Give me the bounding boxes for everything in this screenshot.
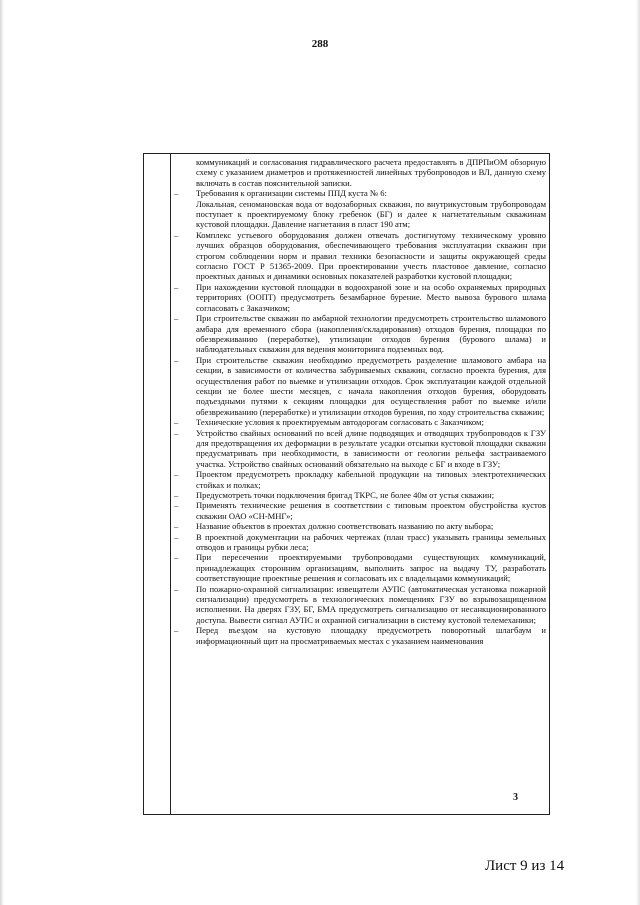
dash-bullet: – <box>174 583 179 594</box>
list-item-text: Предусмотреть точки подключения бригад ТКРС, не более 40м от устья скважин; <box>196 490 495 500</box>
requirements-list <box>173 157 546 646</box>
list-item-text: Устройство свайных оснований по всей длине подводящих и отводящих трубопроводов к ГЗУ для предотвращения их деформации в результате усадки отсыпки кустовой площадки скважин предусматривать при необходимости, в зависимости от геологии рельефа застраиваемого участка. Устройство свайных оснований обязательно на выходе с БГ и входе в ГЗУ; <box>196 427 546 469</box>
list-item-text: Перед въездом на кустовую площадку предусмотреть поворотный шлагбаум и информационный щит на просматриваемых местах с указанием наименования <box>196 625 546 646</box>
list-item-text: коммуникаций и согласования гидравлического расчета предоставлять в ДПРПиОМ обзорную схему с указанием диаметров и протяженностей линейных трубопроводов и ВЛ, данную схему включать в состав пояснительной записки. <box>196 157 546 188</box>
dash-bullet: – <box>174 313 179 324</box>
dash-bullet: – <box>174 417 179 428</box>
dash-bullet: – <box>174 521 179 532</box>
list-item <box>173 521 546 531</box>
list-item-subtext: Локальная, сеномановская вода от водозаборных скважин, по внутрикустовым трубопроводам поступает к проектируемому блоку гребенок (БГ) и далее к нагнетательным скважинам кустовой площадки. Давление нагнетания в пласт 190 атм; <box>196 198 546 230</box>
list-item-text: Проектом предусмотреть прокладку кабельной продукции на типовых электротехнических стойках и полках; <box>196 469 546 490</box>
list-item-text: По пожарно-охранной сигнализации: извещатели АУПС (автоматическая установка пожарной сигнализации) предусмотреть в технологических помещениях ГЗУ во взрывозащищенном исполнении. На дверях ГЗУ, БГ, БМА предусмотреть сигнализацию от несанкционированного доступа. Вывести сигнал АУПС и охранной сигнализации в систему кустовой телемеханики; <box>196 583 546 625</box>
dash-bullet: – <box>174 188 179 199</box>
list-item <box>173 500 546 521</box>
list-item <box>173 552 546 583</box>
dash-bullet: – <box>174 281 179 292</box>
list-item <box>173 230 546 282</box>
dash-bullet: – <box>174 469 179 480</box>
list-item-text: При строительстве скважин по амбарной технологии предусмотреть строительство шламового амбара для временного сбора (накопления/складирования) отходов бурения, площадки по обезвреживанию (переработке), утилизации отходов бурения (бурового шлама) и наблюдательных скважин для ведения мониторинга подземных вод. <box>196 313 546 355</box>
dash-bullet: – <box>174 625 179 636</box>
list-item <box>173 490 546 500</box>
dash-bullet: – <box>174 427 179 438</box>
dash-bullet: – <box>174 531 179 542</box>
list-item-continuation <box>173 157 546 188</box>
list-item-text: При нахождении кустовой площадки в водоохраной зоне и на особо охраняемых природных территориях (ООПТ) предусмотреть безамбарное бурение. Место вывоза бурового шлама согласовать с Заказчиком; <box>196 281 546 313</box>
list-item-text: В проектной документации на рабочих чертежах (план трасс) указывать границы земельных отводов и границы рубки леса; <box>196 531 546 553</box>
list-item-text: При пересечении проектируемыми трубопроводами существующих коммуникаций, принадлежащих сторонним организациям, выполнить запрос на выдачу ТУ, разработать соответствующие проектные решения и согласовать их с владельцами коммуникаций; <box>196 552 546 584</box>
dash-bullet: – <box>174 552 179 563</box>
list-item <box>173 313 546 355</box>
dash-bullet: – <box>174 354 179 365</box>
list-item-text: Комплекс устьевого оборудования должен отвечать достигнутому техническому уровню лучших образцов оборудования, обеспечивающего требования эксплуатации скважин при строгом соблюдении норм и правил техники безопасности и защиты окружающей среды согласно ГОСТ Р 51365-2009. При проектировании учесть пластовое давление, согласно проектных данных и динамики основных показателей разработки кустовой площадки; <box>196 229 546 282</box>
sheet-label: Лист 9 из 14 <box>485 858 565 874</box>
table-column-divider <box>170 153 171 815</box>
list-item-text: Технические условия к проектируемым автодорогам согласовать с Заказчиком; <box>196 417 484 428</box>
list-item <box>173 355 546 417</box>
page-number: 288 <box>311 38 329 50</box>
list-item <box>173 282 546 313</box>
scan-edge-right <box>636 0 640 905</box>
list-item-text: При строительстве скважин необходимо предусмотреть разделение шламового амбара на секции, в зависимости от количества забуриваемых скважин, согласно проекта бурения, для осуществления работ по выемке и утилизации отходов. Срок эксплуатации каждой отдельной секции не более шести месяцев, с начала накопления отходов бурения, оборудовать подъездными путями к секциям площадки для осуществления работ по выемке и/или обезвреживанию (переработке) и утилизации отходов бурения, по ходу строительства скважин; <box>196 354 546 417</box>
dash-bullet: – <box>174 490 179 500</box>
list-item <box>173 188 546 230</box>
list-item <box>173 469 546 490</box>
scan-edge-left <box>0 0 4 905</box>
list-item-text: Применять технические решения в соответствии с типовым проектом обустройства кустов скважин ОАО «СН-МНГ»; <box>196 500 546 521</box>
list-item <box>173 532 546 553</box>
list-item <box>173 428 546 470</box>
list-item <box>173 417 546 427</box>
dash-bullet: – <box>174 500 179 511</box>
list-item-text: Название объектов в проектах должно соответствовать названию по акту выбора; <box>196 521 494 532</box>
list-item <box>173 625 546 646</box>
dash-bullet: – <box>174 229 179 240</box>
list-item <box>173 584 546 626</box>
sheet-number: 3 <box>513 792 518 803</box>
list-item-text: Требования к организации системы ППД куста № 6: <box>196 188 387 199</box>
